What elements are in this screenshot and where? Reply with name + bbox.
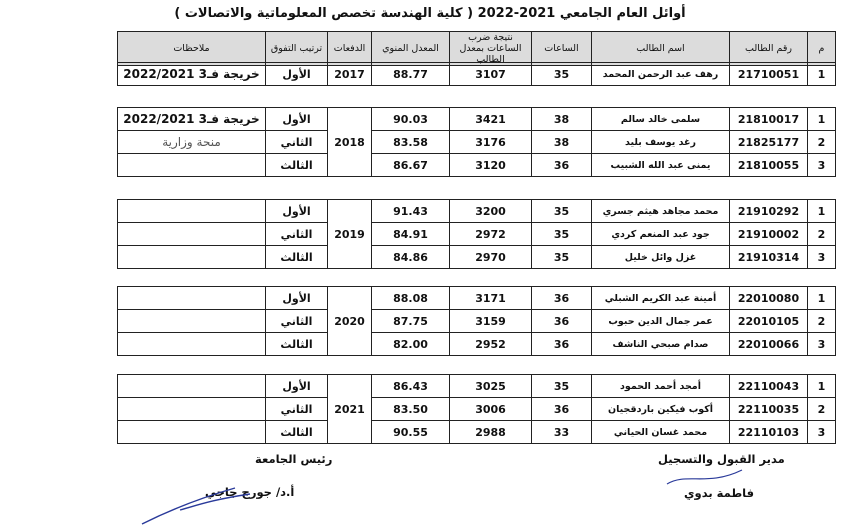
table-row <box>118 223 836 246</box>
note <box>118 223 266 246</box>
batch-table-2020 <box>117 286 836 356</box>
student-id: 21910292 <box>730 200 808 223</box>
gpa: 86.67 <box>372 154 450 177</box>
student-id: 22110043 <box>730 375 808 398</box>
header-batch: الدفعات <box>328 32 372 66</box>
table-row <box>118 310 836 333</box>
student-id: 21910314 <box>730 246 808 269</box>
gpa: 88.77 <box>372 63 450 86</box>
rank: الثالث <box>266 154 328 177</box>
row-number: 3 <box>808 421 836 444</box>
president-signature <box>140 480 260 530</box>
header-table <box>117 31 836 66</box>
note <box>118 246 266 269</box>
row-number: 2 <box>808 398 836 421</box>
president-title: رئيس الجامعة <box>255 452 333 466</box>
row-number: 3 <box>808 246 836 269</box>
row-number: 1 <box>808 108 836 131</box>
student-name: محمد غسان الحياني <box>592 421 730 444</box>
row-number: 2 <box>808 131 836 154</box>
row-number: 3 <box>808 333 836 356</box>
note <box>118 398 266 421</box>
gpa: 84.91 <box>372 223 450 246</box>
gpa: 90.03 <box>372 108 450 131</box>
row-number: 2 <box>808 223 836 246</box>
table-row <box>118 421 836 444</box>
header-hours: الساعات <box>532 32 592 66</box>
table-row <box>118 333 836 356</box>
rank: الثاني <box>266 310 328 333</box>
rank: الثاني <box>266 398 328 421</box>
student-id: 22010080 <box>730 287 808 310</box>
president-name: أ.د/ جورج جاجي <box>205 485 295 499</box>
batch-year: 2019 <box>328 200 372 269</box>
hours: 35 <box>532 223 592 246</box>
student-id: 21910002 <box>730 223 808 246</box>
score: 3421 <box>450 108 532 131</box>
student-name: رهف عبد الرحمن المحمد <box>592 63 730 86</box>
batch-year: 2020 <box>328 287 372 356</box>
row-number: 3 <box>808 154 836 177</box>
student-name: يمنى عبد الله الشبيب <box>592 154 730 177</box>
hours: 35 <box>532 200 592 223</box>
rank: الأول <box>266 200 328 223</box>
gpa: 82.00 <box>372 333 450 356</box>
row-number: 1 <box>808 63 836 86</box>
header-rank: ترتيب التفوق <box>266 32 328 66</box>
rank: الثالث <box>266 421 328 444</box>
rank: الأول <box>266 108 328 131</box>
gpa: 83.50 <box>372 398 450 421</box>
note <box>118 333 266 356</box>
table-row <box>118 154 836 177</box>
header-student-id: رقم الطالب <box>730 32 808 66</box>
hours: 35 <box>532 63 592 86</box>
row-number: 1 <box>808 375 836 398</box>
student-name: أمينة عبد الكريم الشبلي <box>592 287 730 310</box>
gpa: 90.55 <box>372 421 450 444</box>
score: 3159 <box>450 310 532 333</box>
student-name: رغد يوسف بليد <box>592 131 730 154</box>
score: 3171 <box>450 287 532 310</box>
note <box>118 310 266 333</box>
score: 3120 <box>450 154 532 177</box>
hours: 35 <box>532 375 592 398</box>
hours: 38 <box>532 131 592 154</box>
student-id: 21810017 <box>730 108 808 131</box>
table-row <box>118 398 836 421</box>
student-id: 22110103 <box>730 421 808 444</box>
rank: الثاني <box>266 131 328 154</box>
student-id: 21710051 <box>730 63 808 86</box>
batch-year: 2018 <box>328 108 372 177</box>
student-name: صدام صبحي الناشف <box>592 333 730 356</box>
rank: الأول <box>266 63 328 86</box>
rank: الأول <box>266 375 328 398</box>
score: 2988 <box>450 421 532 444</box>
batch-year: 2017 <box>328 63 372 86</box>
note <box>118 375 266 398</box>
batch-table-2018 <box>117 107 836 177</box>
note <box>118 154 266 177</box>
batch-table-2019 <box>117 199 836 269</box>
hours: 36 <box>532 154 592 177</box>
gpa: 88.08 <box>372 287 450 310</box>
table-row <box>118 108 836 131</box>
student-name: غزل وائل خليل <box>592 246 730 269</box>
rank: الأول <box>266 287 328 310</box>
table-row <box>118 200 836 223</box>
rank: الثالث <box>266 246 328 269</box>
note <box>118 421 266 444</box>
score: 2970 <box>450 246 532 269</box>
table-row <box>118 246 836 269</box>
student-id: 21825177 <box>730 131 808 154</box>
student-name: جود عبد المنعم كردي <box>592 223 730 246</box>
row-number: 1 <box>808 200 836 223</box>
gpa: 84.86 <box>372 246 450 269</box>
header-score: نتيجة ضرب الساعات بمعدل الطالب <box>450 32 532 66</box>
note: خريجة فـ3 2022/2021 <box>118 108 266 131</box>
student-id: 21810055 <box>730 154 808 177</box>
header-notes: ملاحظات <box>118 32 266 66</box>
registrar-name: فاطمة بدوي <box>684 486 755 500</box>
page-title: أوائل العام الجامعي 2021-2022 ( كلية الهندسة تخصص المعلوماتية والاتصالات ) <box>174 6 686 21</box>
batch-table-2021 <box>117 374 836 444</box>
score: 3006 <box>450 398 532 421</box>
hours: 36 <box>532 333 592 356</box>
student-name: محمد مجاهد هيثم جسري <box>592 200 730 223</box>
hours: 36 <box>532 398 592 421</box>
score: 2952 <box>450 333 532 356</box>
table-row <box>118 375 836 398</box>
gpa: 83.58 <box>372 131 450 154</box>
table-row <box>118 287 836 310</box>
batch-table-2017 <box>117 62 836 86</box>
row-number: 1 <box>808 287 836 310</box>
hours: 38 <box>532 108 592 131</box>
note: منحة وزارية <box>118 131 266 154</box>
student-name: أكوب فيكين باردقجيان <box>592 398 730 421</box>
student-name: أمجد أحمد الحمود <box>592 375 730 398</box>
header-gpa: المعدل المنوي <box>372 32 450 66</box>
hours: 33 <box>532 421 592 444</box>
student-id: 22010066 <box>730 333 808 356</box>
student-id: 22110035 <box>730 398 808 421</box>
header-m: م <box>808 32 836 66</box>
score: 3025 <box>450 375 532 398</box>
note: خريجة فـ3 2022/2021 <box>118 63 266 86</box>
gpa: 86.43 <box>372 375 450 398</box>
score: 2972 <box>450 223 532 246</box>
table-row <box>118 131 836 154</box>
hours: 35 <box>532 246 592 269</box>
row-number: 2 <box>808 310 836 333</box>
score: 3107 <box>450 63 532 86</box>
batch-year: 2021 <box>328 375 372 444</box>
registrar-signature <box>662 462 752 492</box>
rank: الثاني <box>266 223 328 246</box>
note <box>118 200 266 223</box>
gpa: 91.43 <box>372 200 450 223</box>
header-name: اسم الطالب <box>592 32 730 66</box>
note <box>118 287 266 310</box>
student-name: سلمى خالد سالم <box>592 108 730 131</box>
rank: الثالث <box>266 333 328 356</box>
gpa: 87.75 <box>372 310 450 333</box>
score: 3176 <box>450 131 532 154</box>
table-row <box>118 63 836 86</box>
score: 3200 <box>450 200 532 223</box>
student-name: عمر جمال الدين حبوب <box>592 310 730 333</box>
student-id: 22010105 <box>730 310 808 333</box>
hours: 36 <box>532 310 592 333</box>
hours: 36 <box>532 287 592 310</box>
registrar-title: مدير القبول والتسجيل <box>658 452 785 466</box>
